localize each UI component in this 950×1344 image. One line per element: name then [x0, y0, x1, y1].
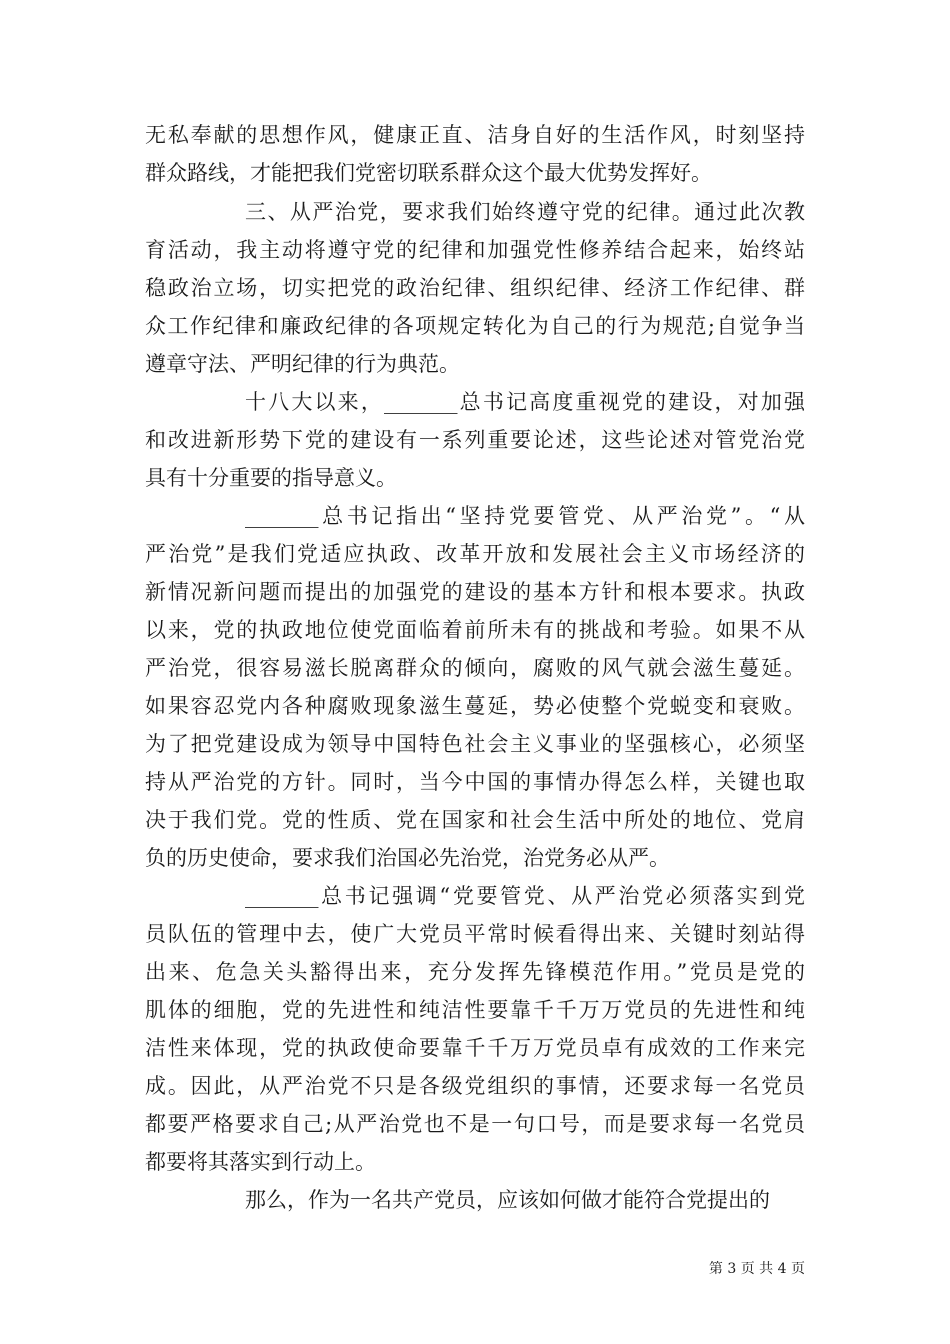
- text-line: 育活动，我主动将遵守党的纪律和加强党性修养结合起来，始终站: [145, 238, 805, 262]
- text-line: 肌体的细胞，党的先进性和纯洁性要靠千千万万党员的先进性和纯: [145, 998, 805, 1022]
- text-line: 三、从严治党，要求我们始终遵守党的纪律。通过此次教: [245, 200, 805, 224]
- text-line: 持从严治党的方针。同时，当今中国的事情办得怎么样，关键也取: [145, 770, 805, 794]
- text-line: 严治党”是我们党适应执政、改革开放和发展社会主义市场经济的: [145, 542, 805, 566]
- text-line: 以来，党的执政地位使党面临着前所未有的挑战和考验。如果不从: [145, 618, 805, 642]
- text-line: 无私奉献的思想作风，健康正直、洁身自好的生活作风，时刻坚持: [145, 123, 805, 147]
- text-line: 为了把党建设成为领导中国特色社会主义事业的坚强核心，必须坚: [145, 732, 805, 756]
- text-line: 员队伍的管理中去，使广大党员平常时候看得出来、关键时刻站得: [145, 922, 805, 946]
- text-line: 稳政治立场，切实把党的政治纪律、组织纪律、经济工作纪律、群: [145, 276, 805, 300]
- text-line: 和改进新形势下党的建设有一系列重要论述，这些论述对管党治党: [145, 428, 805, 452]
- page-footer: 第 3 页 共 4 页: [708, 1261, 805, 1277]
- text-line: 群众路线，才能把我们党密切联系群众这个最大优势发挥好。: [145, 161, 712, 185]
- text-line: 出来、危急关头豁得出来，充分发挥先锋模范作用。”党员是党的: [145, 960, 805, 984]
- text-line: 严治党，很容易滋长脱离群众的倾向，腐败的风气就会滋生蔓延。: [145, 656, 805, 680]
- text-line: 负的历史使命，要求我们治国必先治党，治党务必从严。: [145, 846, 670, 870]
- text-line: 都要严格要求自己;从严治党也不是一句口号，而是要求每一名党员: [145, 1112, 805, 1136]
- text-line: 洁性来体现，党的执政使命要靠千千万万党员卓有成效的工作来完: [145, 1036, 805, 1060]
- text-line: 那么，作为一名共产党员，应该如何做才能符合党提出的: [245, 1188, 770, 1212]
- text-line: 新情况新问题而提出的加强党的建设的基本方针和根本要求。执政: [145, 580, 805, 604]
- text-line: 决于我们党。党的性质、党在国家和社会生活中所处的地位、党肩: [145, 808, 805, 832]
- text-line: _______总书记强调“党要管党、从严治党必须落实到党: [245, 884, 805, 908]
- text-line: 众工作纪律和廉政纪律的各项规定转化为自己的行为规范;自觉争当: [145, 314, 805, 338]
- text-line: 遵章守法、严明纪律的行为典范。: [145, 352, 460, 376]
- text-line: _______总书记指出“坚持党要管党、从严治党”。“从: [245, 504, 805, 528]
- text-line: 成。因此，从严治党不只是各级党组织的事情，还要求每一名党员: [145, 1074, 805, 1098]
- text-line: 都要将其落实到行动上。: [145, 1150, 376, 1174]
- text-line: 如果容忍党内各种腐败现象滋生蔓延，势必使整个党蜕变和衰败。: [145, 694, 805, 718]
- text-line: 具有十分重要的指导意义。: [145, 466, 397, 490]
- text-line: 十八大以来，_______总书记高度重视党的建设，对加强: [245, 390, 805, 414]
